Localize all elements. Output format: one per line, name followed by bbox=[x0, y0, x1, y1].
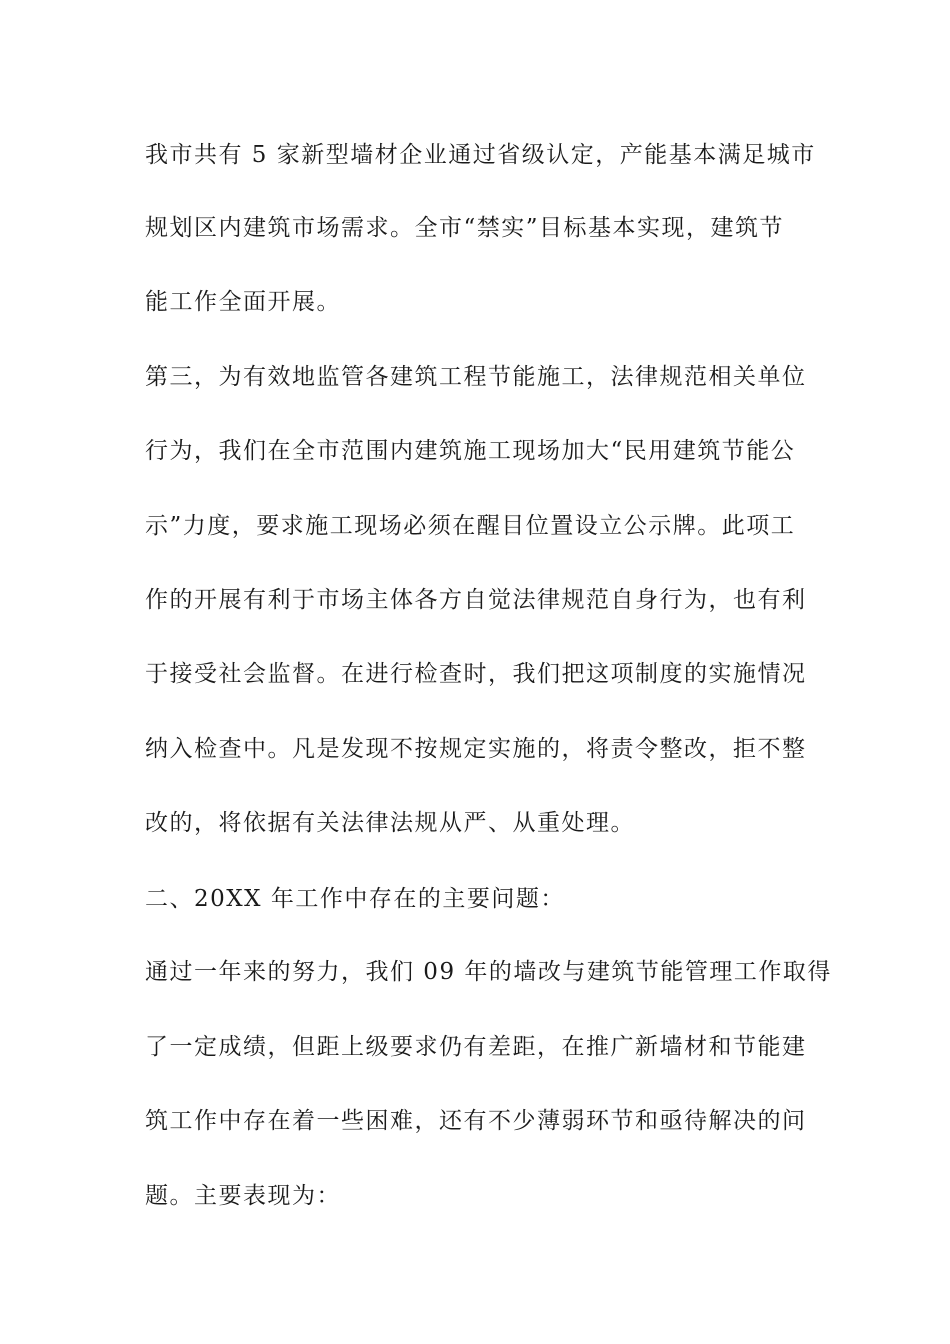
text-line: 题。主要表现为： bbox=[145, 1183, 341, 1209]
text-line: 了一定成绩，但距上级要求仍有差距，在推广新墙材和节能建 bbox=[145, 1034, 807, 1060]
text-line: 通过一年来的努力，我们 09 年的墙改与建筑节能管理工作取得 bbox=[145, 959, 832, 985]
text-line: 纳入检查中。凡是发现不按规定实施的，将责令整改，拒不整 bbox=[145, 736, 807, 762]
text-line: 示”力度，要求施工现场必须在醒目位置设立公示牌。此项工 bbox=[145, 513, 796, 539]
text-line: 行为，我们在全市范围内建筑施工现场加大“民用建筑节能公 bbox=[145, 438, 796, 464]
text-line: 能工作全面开展。 bbox=[145, 289, 341, 315]
text-line: 作的开展有利于市场主体各方自觉法律规范自身行为，也有利 bbox=[145, 587, 807, 613]
text-line: 规划区内建筑市场需求。全市“禁实”目标基本实现，建筑节 bbox=[145, 215, 785, 241]
text-line: 第三，为有效地监管各建筑工程节能施工，法律规范相关单位 bbox=[145, 364, 807, 390]
text-line: 我市共有 5 家新型墙材企业通过省级认定，产能基本满足城市 bbox=[145, 142, 816, 168]
text-line: 于接受社会监督。在进行检查时，我们把这项制度的实施情况 bbox=[145, 661, 807, 687]
text-line: 改的，将依据有关法律法规从严、从重处理。 bbox=[145, 810, 635, 836]
section-heading: 二、20XX 年工作中存在的主要问题： bbox=[145, 886, 565, 912]
text-line: 筑工作中存在着一些困难，还有不少薄弱环节和亟待解决的问 bbox=[145, 1108, 807, 1134]
